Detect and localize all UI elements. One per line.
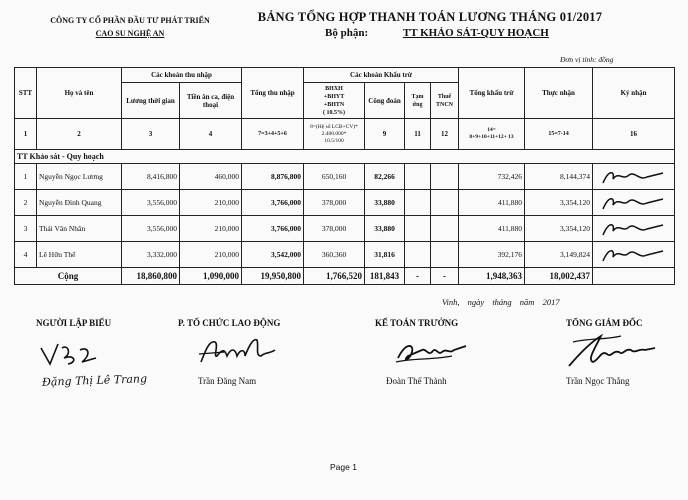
cell-stt: 3 xyxy=(15,216,37,242)
index-cell: 9 xyxy=(365,119,405,150)
unit-note: Đơn vị tính: đồng xyxy=(560,55,614,64)
table-row xyxy=(15,190,675,216)
index-formula-line: 14= xyxy=(487,127,496,133)
employee-signature xyxy=(599,217,669,239)
cell-advance xyxy=(405,190,431,216)
header-union: Công đoàn xyxy=(365,83,405,119)
cell-union: 82,266 xyxy=(365,164,405,190)
total-tax: - xyxy=(431,268,459,285)
employee-signature xyxy=(599,243,669,265)
document-title: BẢNG TỔNG HỢP THANH TOÁN LƯƠNG THÁNG 01/2017 xyxy=(257,10,603,24)
cell-insurance: 378,000 xyxy=(304,216,365,242)
cell-stt: 2 xyxy=(15,190,37,216)
cell-name: Nguyễn Ngọc Lương xyxy=(37,164,122,190)
header-meal: Tiền ăn ca, điện thoại xyxy=(180,83,242,119)
table-row xyxy=(15,164,675,190)
cell-sign xyxy=(593,216,675,242)
cell-union: 31,816 xyxy=(365,242,405,268)
cell-meal: 210,000 xyxy=(180,242,242,268)
company-line-1: CÔNG TY CỔ PHẦN ĐẦU TƯ PHÁT TRIỂN xyxy=(50,16,210,25)
cell-name: Nguyễn Đình Quang xyxy=(37,190,122,216)
payroll-table xyxy=(14,67,675,285)
cell-advance xyxy=(405,242,431,268)
header-name: Họ và tên xyxy=(37,68,122,119)
total-row xyxy=(15,268,675,285)
cell-deduction: 411,880 xyxy=(459,216,525,242)
header-total-income: Tổng thu nhập xyxy=(242,68,304,119)
department-label: Bộ phận: xyxy=(325,27,369,39)
company-line-2: CAO SU NGHỆ AN xyxy=(95,29,165,38)
accountant-signature xyxy=(392,338,472,368)
cell-tax xyxy=(431,242,459,268)
index-cell: 3 xyxy=(122,119,180,150)
header-insurance-line: +BHYT xyxy=(323,93,345,100)
cell-insurance: 360,360 xyxy=(304,242,365,268)
header-deduction-group: Các khoản Khấu trừ xyxy=(304,68,459,83)
section-label: TT Khảo sát - Quy hoạch xyxy=(15,150,675,164)
index-formula-line: 10.5/100 xyxy=(324,137,344,144)
index-cell: 1 xyxy=(15,119,37,150)
cell-insurance: 378,000 xyxy=(304,190,365,216)
header-tax: Thuế TNCN xyxy=(431,83,459,119)
cell-salary: 8,416,800 xyxy=(122,164,180,190)
cell-salary: 3,556,000 xyxy=(122,190,180,216)
index-cell: 15=7-14 xyxy=(525,119,593,150)
index-formula-line: 2.400.000* xyxy=(321,130,347,137)
preparer-signature xyxy=(38,340,108,370)
cell-meal: 210,000 xyxy=(180,216,242,242)
header-stt: STT xyxy=(15,68,37,119)
total-deduction: 1,948,363 xyxy=(459,268,525,285)
cell-deduction: 392,176 xyxy=(459,242,525,268)
cell-tax xyxy=(431,190,459,216)
total-advance: - xyxy=(405,268,431,285)
role-labor: P. TỔ CHỨC LAO ĐỘNG xyxy=(178,318,281,328)
cell-stt: 4 xyxy=(15,242,37,268)
index-cell: 12 xyxy=(431,119,459,150)
header-net: Thực nhận xyxy=(525,68,593,119)
total-sign xyxy=(593,268,675,285)
index-formula-line: 8=(Hệ số LCB+CV)* xyxy=(310,123,358,130)
header-income-group: Các khoản thu nhập xyxy=(122,68,242,83)
director-signature xyxy=(565,332,660,372)
department-line xyxy=(325,27,549,39)
total-label: Cộng xyxy=(15,268,122,285)
cell-sign xyxy=(593,242,675,268)
header-insurance-line: ( 10.5%) xyxy=(323,109,346,116)
cell-deduction: 732,426 xyxy=(459,164,525,190)
cell-name: Lê Hữu Thể xyxy=(37,242,122,268)
cell-salary: 3,556,000 xyxy=(122,216,180,242)
cell-insurance: 650,160 xyxy=(304,164,365,190)
header-insurance-line: +BHTN xyxy=(323,101,345,108)
employee-signature xyxy=(599,165,669,187)
labor-name: Trần Đăng Nam xyxy=(198,376,257,386)
page-number: Page 1 xyxy=(330,462,357,472)
cell-net: 8,144,374 xyxy=(525,164,593,190)
cell-total: 8,876,800 xyxy=(242,164,304,190)
table-row xyxy=(15,216,675,242)
index-cell: 7=3+4+5+6 xyxy=(242,119,304,150)
total-union: 181,843 xyxy=(365,268,405,285)
employee-signature xyxy=(599,191,669,213)
total-salary: 18,860,800 xyxy=(122,268,180,285)
place-date: Vinh, ngày tháng năm 2017 xyxy=(442,297,560,307)
cell-sign xyxy=(593,164,675,190)
cell-net: 3,354,120 xyxy=(525,216,593,242)
index-formula-deduction xyxy=(459,119,525,150)
table-row xyxy=(15,242,675,268)
cell-salary: 3,332,000 xyxy=(122,242,180,268)
cell-net: 3,354,120 xyxy=(525,190,593,216)
cell-sign xyxy=(593,190,675,216)
cell-deduction: 411,880 xyxy=(459,190,525,216)
role-director: TỔNG GIÁM ĐỐC xyxy=(566,318,643,328)
cell-tax xyxy=(431,216,459,242)
role-accountant: KẾ TOÁN TRƯỞNG xyxy=(375,318,459,328)
cell-union: 33,880 xyxy=(365,216,405,242)
index-formula-line: 8+9+10+11+12+ 13 xyxy=(469,134,514,140)
cell-tax xyxy=(431,164,459,190)
labor-signature xyxy=(195,334,280,370)
index-cell: 4 xyxy=(180,119,242,150)
cell-advance xyxy=(405,216,431,242)
accountant-name: Đoàn Thế Thành xyxy=(386,376,447,386)
cell-advance xyxy=(405,164,431,190)
cell-total: 3,766,000 xyxy=(242,190,304,216)
header-insurance xyxy=(304,83,365,119)
header-sign: Ký nhận xyxy=(593,68,675,119)
role-preparer: NGƯỜI LẬP BIỂU xyxy=(36,318,112,328)
total-total: 19,950,800 xyxy=(242,268,304,285)
cell-total: 3,766,000 xyxy=(242,216,304,242)
company-header xyxy=(30,14,230,40)
cell-net: 3,149,824 xyxy=(525,242,593,268)
total-net: 18,002,437 xyxy=(525,268,593,285)
preparer-name: Đặng Thị Lê Trang xyxy=(41,372,148,389)
cell-total: 3,542,000 xyxy=(242,242,304,268)
header-salary: Lương thời gian xyxy=(122,83,180,119)
cell-meal: 210,000 xyxy=(180,190,242,216)
director-name: Trần Ngọc Thắng xyxy=(566,376,630,386)
total-insurance: 1,766,520 xyxy=(304,268,365,285)
header-total-deduction: Tổng khấu trừ xyxy=(459,68,525,119)
header-insurance-line: BHXH xyxy=(325,85,343,92)
index-formula-insurance xyxy=(304,119,365,150)
header-advance: Tạm ứng xyxy=(405,83,431,119)
department-value: TT KHẢO SÁT-QUY HOẠCH xyxy=(402,27,549,39)
index-cell: 2 xyxy=(37,119,122,150)
cell-meal: 460,000 xyxy=(180,164,242,190)
total-meal: 1,090,000 xyxy=(180,268,242,285)
index-cell: 16 xyxy=(593,119,675,150)
index-cell: 11 xyxy=(405,119,431,150)
cell-name: Thái Văn Nhân xyxy=(37,216,122,242)
cell-stt: 1 xyxy=(15,164,37,190)
cell-union: 33,880 xyxy=(365,190,405,216)
